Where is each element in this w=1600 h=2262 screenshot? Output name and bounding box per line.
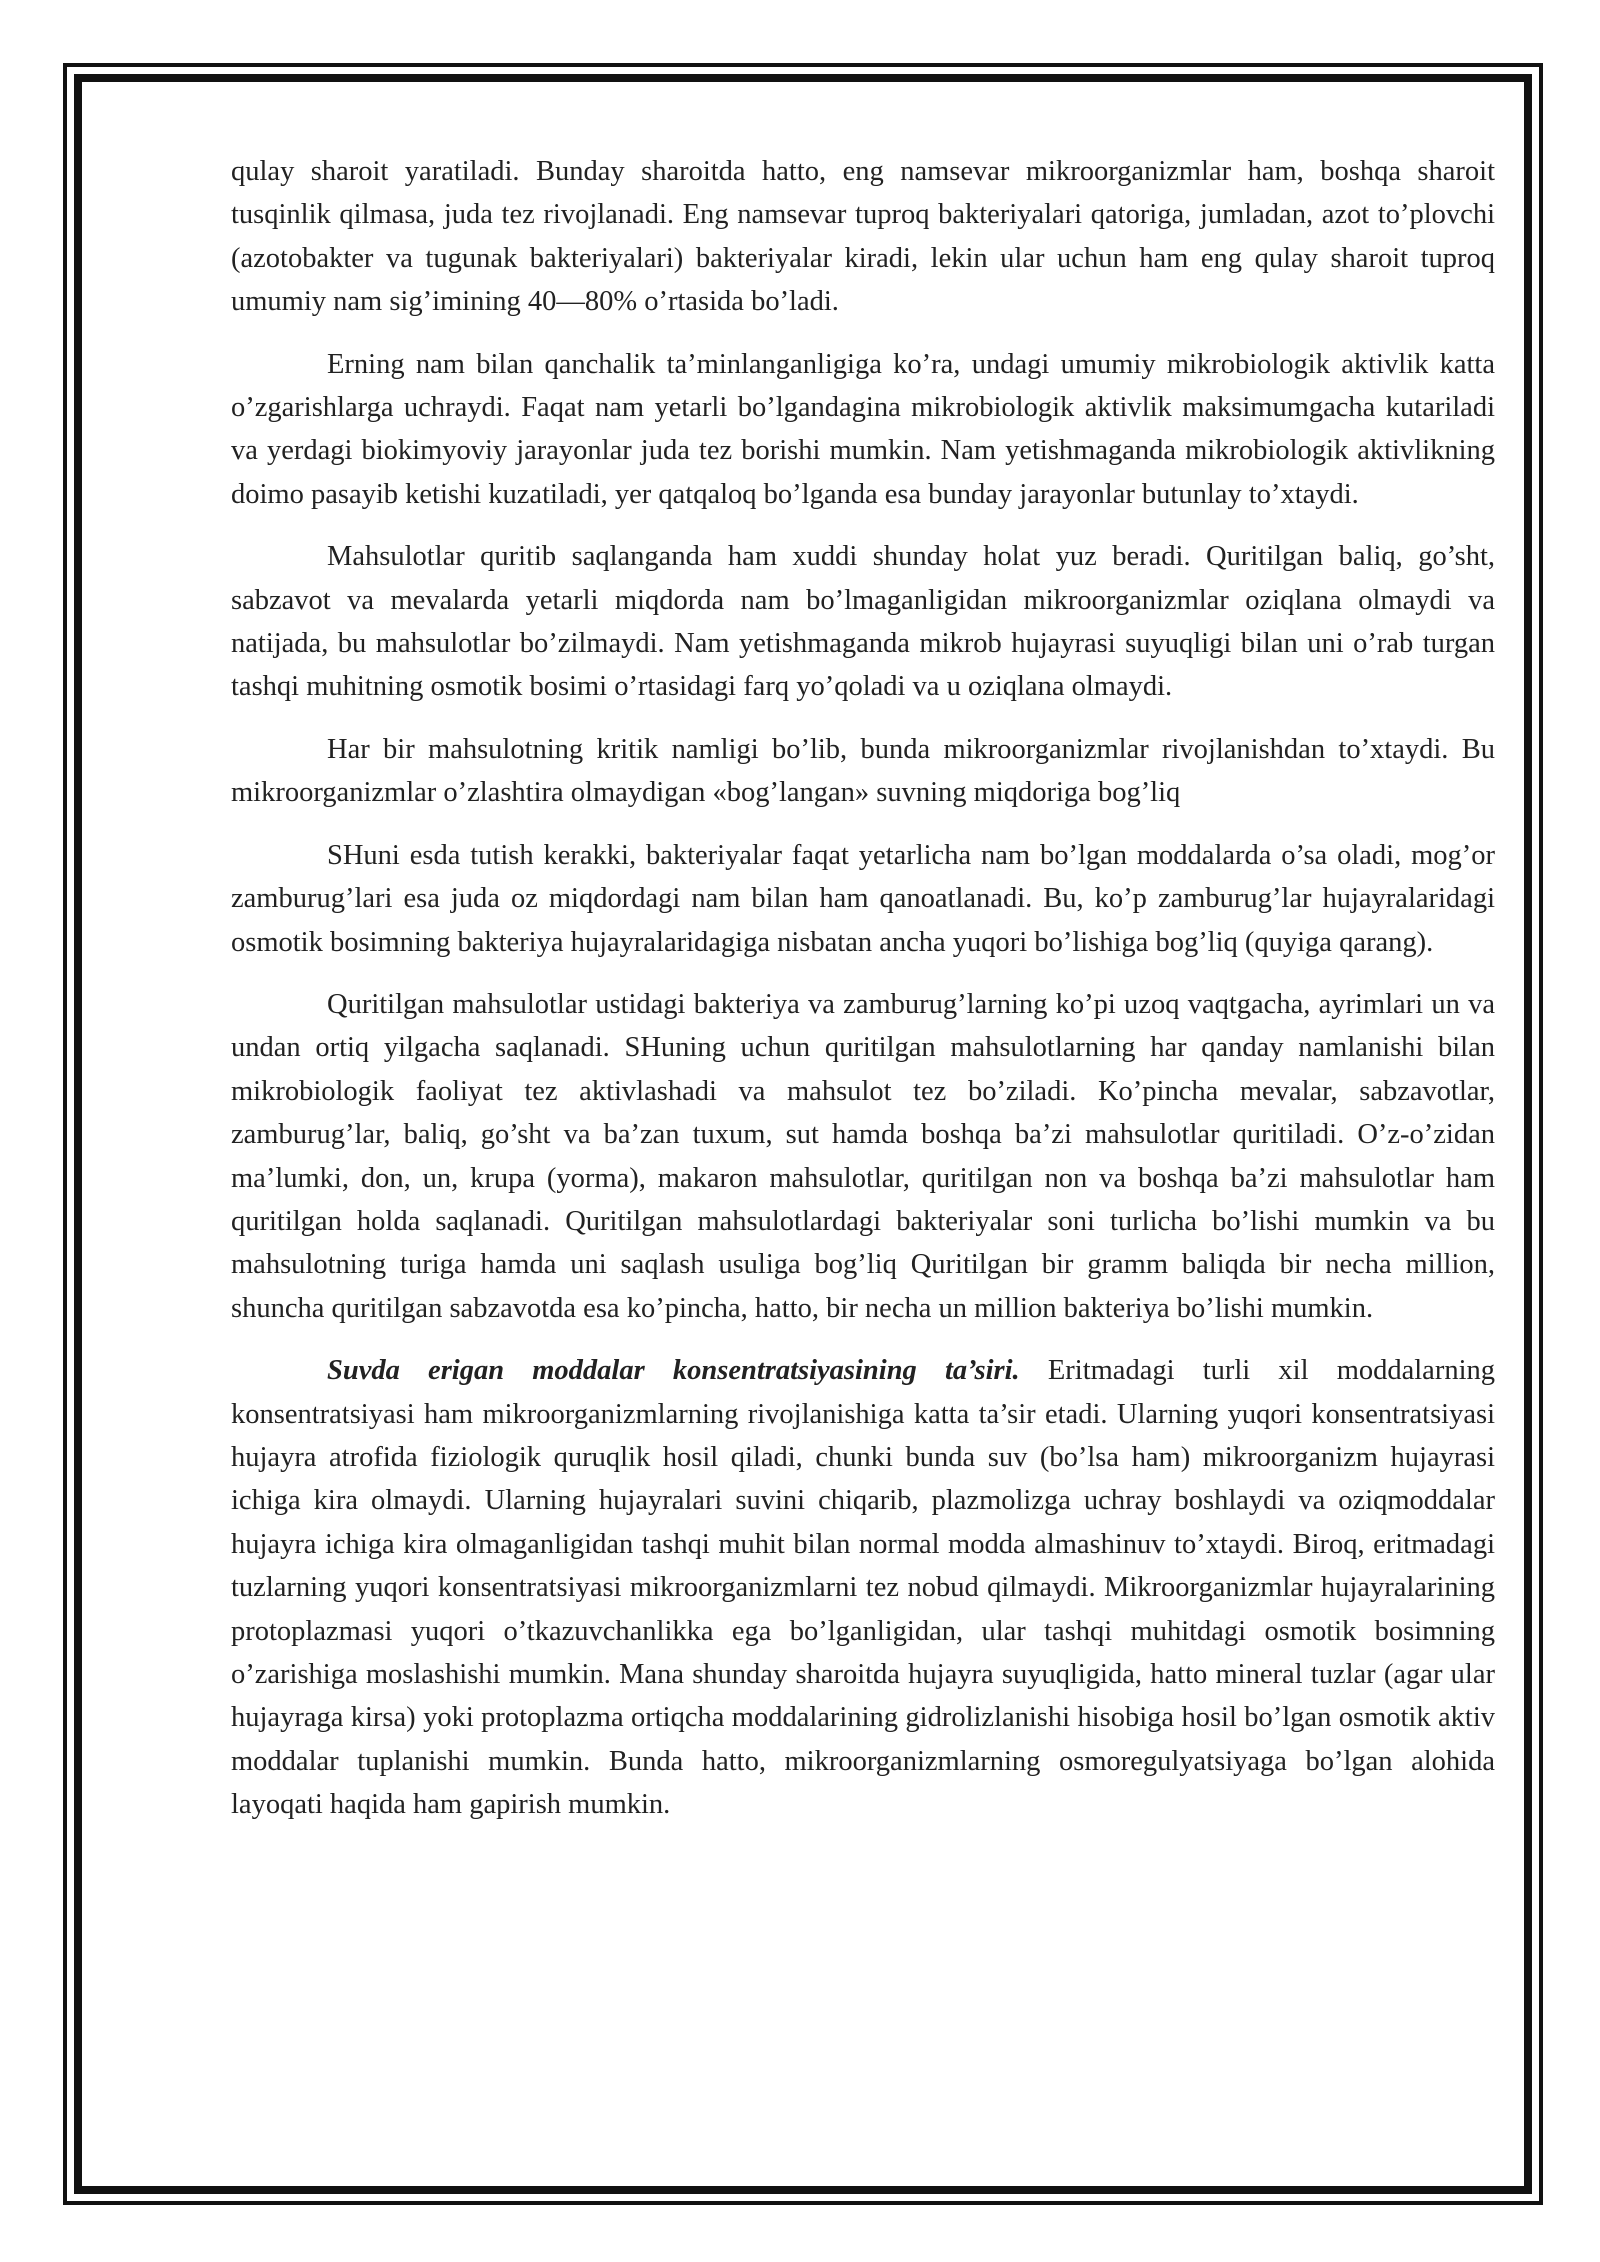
paragraph-6: Quritilgan mahsulotlar ustidagi bakteriya va zamburug’larning ko’pi uzoq vaqtgacha, ayrimlari un va undan ortiq yilgacha saqlanadi. SHuning uchun quritilgan mahsulotlarning har qanday namlanishi bilan mikrobiologik faoliyat tez aktivlashadi va mahsulot tez bo’ziladi. Ko’pincha mevalar, sabzavotlar, zamburug’lar, baliq, go’sht va ba’zan tuxum, sut hamda boshqa ba’zi mahsulotlar quritiladi. O’z-o’zidan ma’lumki, don, un, krupa (yorma), makaron mahsulotlar, quritilgan non va boshqa ba’zi mahsulotlar ham quritilgan holda saqlanadi. Quritilgan mahsulotlardagi bakteriyalar soni turlicha bo’lishi mumkin va bu mahsulotning turiga hamda uni saqlash usuliga bog’liq Quritilgan bir gramm baliqda bir necha million, shuncha quritilgan sabzavotda esa ko’pincha, hatto, bir necha un million bakteriya bo’lishi mumkin.: [231, 988, 1495, 1324]
paragraph-5: SHuni esda tutish kerakki, bakteriyalar faqat yetarlicha nam bo’lgan moddalarda o’sa oladi, mog’or zamburug’lari esa juda oz miqdordagi nam bilan ham qanoatlanadi. Bu, ko’p zamburug’lar hujayralaridagi osmotik bosimning bakteriya hujayralaridagiga nisbatan ancha yuqori bo’lishiga bog’liq (quyiga qarang).: [231, 839, 1495, 958]
paragraph-7: [231, 1349, 1495, 1826]
paragraph-7-text: Eritmadagi turli xil moddalarning konsentratsiyasi ham mikroorganizmlarning rivojlanishiga katta ta’sir etadi. Ularning yuqori konsentratsiyasi hujayra atrofida fiziologik quruqlik hosil qiladi, chunki bunda suv (bo’lsa ham) mikroorganizm hujayrasi ichiga kira olmaydi. Ularning hujayralari suvini chiqarib, plazmolizga uchray boshlaydi va oziqmoddalar hujayra ichiga kira olmaganligidan tashqi muhit bilan normal modda almashinuv to’xtaydi. Biroq, eritmadagi tuzlarning yuqori konsentratsiyasi mikroorganizmlarni tez nobud qilmaydi. Mikroorganizmlar hujayralarining protoplazmasi yuqori o’tkazuvchanlikka ega bo’lganligidan, ular tashqi muhitdagi osmotik bosimning o’zarishiga moslashishi mumkin. Mana shunday sharoitda hujayra suyuqligida, hatto mineral tuzlar (agar ular hujayraga kirsa) yoki protoplazma ortiqcha moddalarining gidrolizlanishi hisobiga hosil bo’lgan osmotik aktiv moddalar tuplanishi mumkin. Bunda hatto, mikroorganizmlarning osmoregulyatsiyaga bo’lgan alohida layoqati haqida ham gapirish mumkin.: [231, 1355, 1495, 1821]
paragraph-1: qulay sharoit yaratiladi. Bunday sharoitda hatto, eng namsevar mikroorganizmlar ham, boshqa sharoit tusqinlik qilmasa, juda tez rivojlanadi. Eng namsevar tuproq bakteriyalari qatoriga, jumladan, azot to’plovchi (azotobakter va tugunak bakteriyalari) bakteriyalar kiradi, lekin ular uchun ham eng qulay sharoit tuproq umumiy nam sig’imining 40—80% o’rtasida bo’ladi.: [231, 156, 1495, 318]
paragraph-3: Mahsulotlar quritib saqlanganda ham xuddi shunday holat yuz beradi. Quritilgan baliq, go’sht, sabzavot va mevalarda yetarli miqdorda nam bo’lmaganligidan mikroorganizmlar oziqlana olmaydi va natijada, bu mahsulotlar bo’zilmaydi. Nam yetishmaganda mikrob hujayrasi suyuqligi bilan uni o’rab turgan tashqi muhitning osmotik bosimi o’rtasidagi farq yo’qoladi va u oziqlana olmaydi.: [231, 541, 1495, 703]
paragraph-4: Har bir mahsulotning kritik namligi bo’lib, bunda mikroorganizmlar rivojlanishdan to’xtaydi. Bu mikroorganizmlar o’zlashtira olmaydigan «bog’langan» suvning miqdoriga bog’liq: [231, 733, 1495, 809]
section-heading-inline: Suvda erigan moddalar konsentratsiyasining ta’siri.: [327, 1355, 1020, 1387]
document-body: [231, 150, 1495, 1846]
paragraph-2: Erning nam bilan qanchalik ta’minlanganligiga ko’ra, undagi umumiy mikrobiologik aktivlik katta o’zgarishlarga uchraydi. Faqat nam yetarli bo’lgandagina mikrobiologik aktivlik maksimumgacha kutariladi va yerdagi biokimyoviy jarayonlar juda tez borishi mumkin. Nam yetishmaganda mikrobiologik aktivlikning doimo pasayib ketishi kuzatiladi, yer qatqaloq bo’lganda esa bunday jarayonlar butunlay to’xtaydi.: [231, 348, 1495, 510]
